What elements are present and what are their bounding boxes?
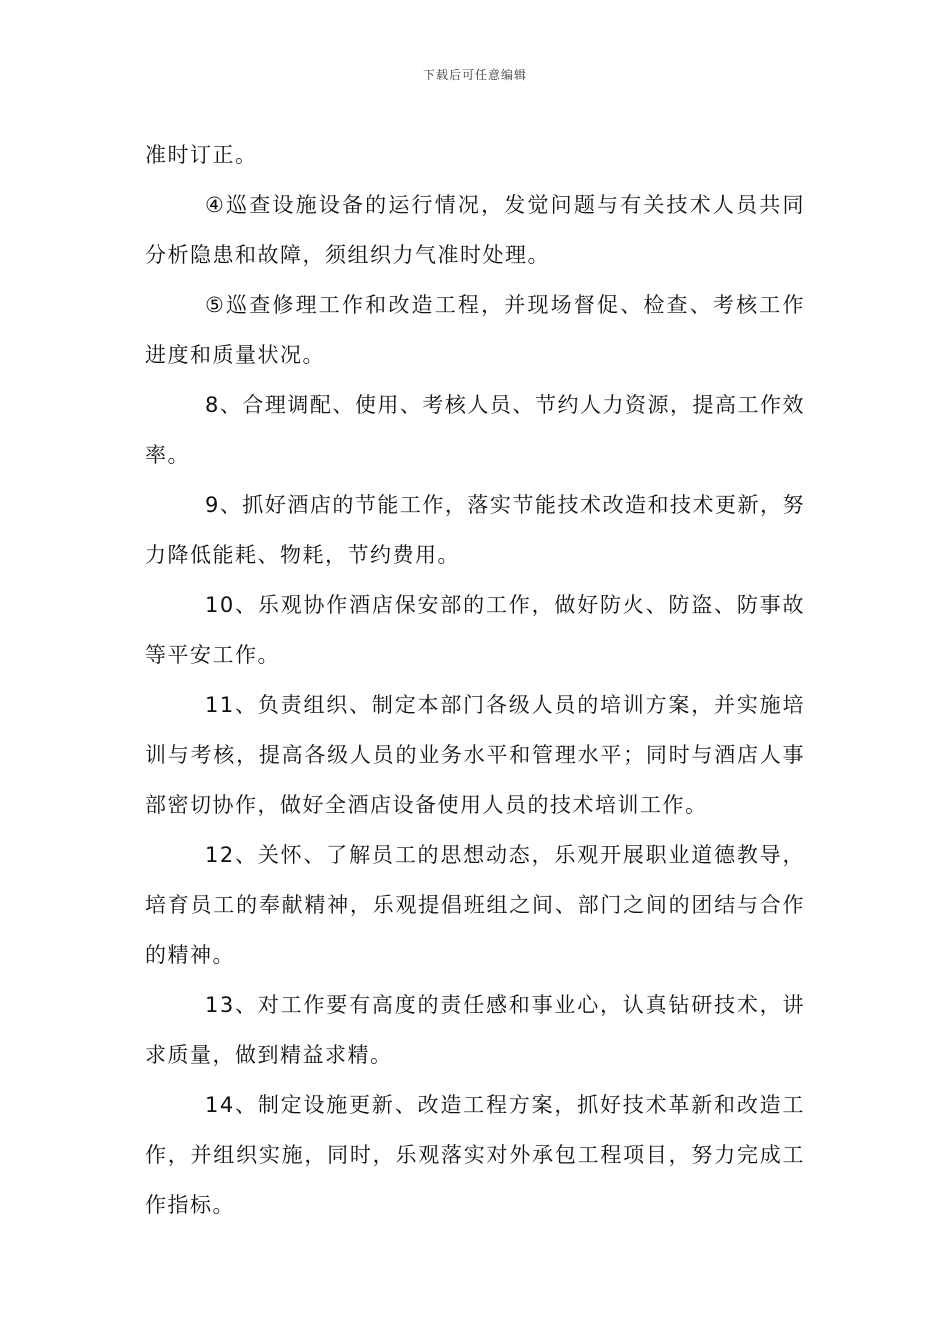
paragraph-10: 14、制定设施更新、改造工程方案，抓好技术革新和改造工作，并组织实施，同时，乐观落实对外承包工程项目，努力完成工作指标。	[145, 1093, 805, 1217]
paragraph-9: 13、对工作要有高度的责任感和事业心，认真钻研技术，讲求质量，做到精益求精。	[145, 993, 805, 1067]
document-body	[145, 130, 805, 1230]
page-header: 下载后可任意编辑	[422, 68, 527, 82]
paragraph-5: 9、抓好酒店的节能工作，落实节能技术改造和技术更新，努力降低能耗、物耗，节约费用。	[145, 493, 805, 567]
paragraph-8: 12、关怀、了解员工的思想动态，乐观开展职业道德教导，培育员工的奉献精神，乐观提倡班组之间、部门之间的团结与合作的精神。	[145, 843, 805, 967]
paragraph-7: 11、负责组织、制定本部门各级人员的培训方案，并实施培训与考核，提高各级人员的业务水平和管理水平；同时与酒店人事部密切协作，做好全酒店设备使用人员的技术培训工作。	[145, 693, 805, 817]
paragraph-6: 10、乐观协作酒店保安部的工作，做好防火、防盗、防事故等平安工作。	[145, 593, 805, 667]
paragraph-2: ④巡查设施设备的运行情况，发觉问题与有关技术人员共同分析隐患和故障，须组织力气准时处理。	[145, 193, 805, 267]
paragraph-1: 准时订正。	[145, 143, 258, 167]
paragraph-4: 8、合理调配、使用、考核人员、节约人力资源，提高工作效率。	[145, 393, 805, 467]
paragraph-3: ⑤巡查修理工作和改造工程，并现场督促、检查、考核工作进度和质量状况。	[145, 293, 805, 367]
